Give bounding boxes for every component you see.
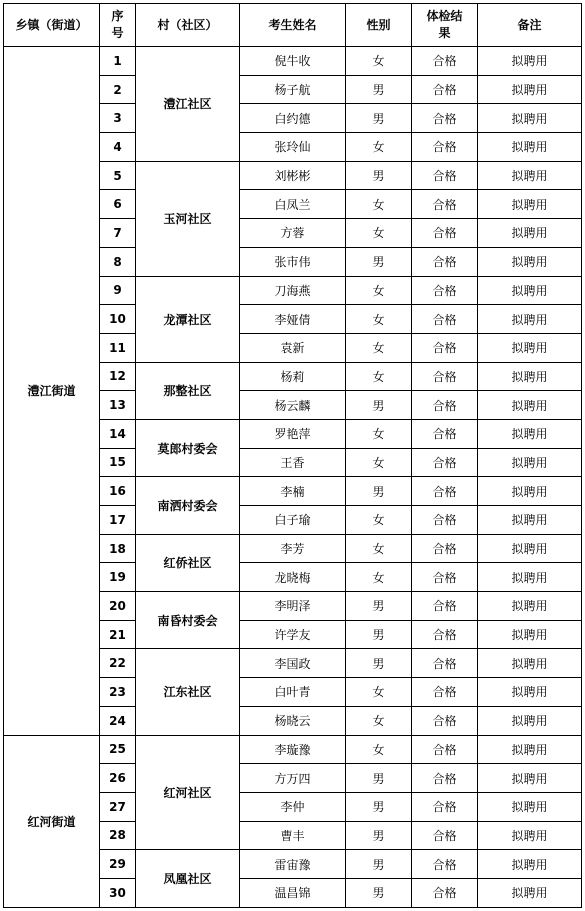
note-cell: 拟聘用: [478, 190, 582, 219]
village-cell: 凤凰社区: [136, 850, 240, 907]
name-cell: 杨云麟: [240, 391, 346, 420]
note-cell: 拟聘用: [478, 706, 582, 735]
seq-cell: 4: [100, 133, 136, 162]
note-cell: 拟聘用: [478, 821, 582, 850]
seq-cell: 6: [100, 190, 136, 219]
result-cell: 合格: [412, 534, 478, 563]
result-cell: 合格: [412, 104, 478, 133]
note-cell: 拟聘用: [478, 161, 582, 190]
name-cell: 白子瑜: [240, 506, 346, 535]
name-cell: 罗艳萍: [240, 419, 346, 448]
name-cell: 方蓉: [240, 219, 346, 248]
seq-cell: 17: [100, 506, 136, 535]
gender-cell: 女: [346, 419, 412, 448]
name-cell: 白凤兰: [240, 190, 346, 219]
seq-cell: 10: [100, 305, 136, 334]
note-cell: 拟聘用: [478, 649, 582, 678]
name-cell: 王香: [240, 448, 346, 477]
note-cell: 拟聘用: [478, 276, 582, 305]
result-cell: 合格: [412, 620, 478, 649]
result-cell: 合格: [412, 333, 478, 362]
note-cell: 拟聘用: [478, 47, 582, 76]
result-cell: 合格: [412, 678, 478, 707]
note-cell: 拟聘用: [478, 620, 582, 649]
note-cell: 拟聘用: [478, 448, 582, 477]
gender-cell: 男: [346, 878, 412, 907]
name-cell: 李楠: [240, 477, 346, 506]
name-cell: 刀海燕: [240, 276, 346, 305]
result-cell: 合格: [412, 419, 478, 448]
seq-cell: 8: [100, 247, 136, 276]
note-cell: 拟聘用: [478, 592, 582, 621]
header-town: 乡镇（街道）: [4, 4, 100, 47]
seq-cell: 20: [100, 592, 136, 621]
name-cell: 温昌锦: [240, 878, 346, 907]
note-cell: 拟聘用: [478, 534, 582, 563]
name-cell: 雷宙豫: [240, 850, 346, 879]
village-cell: 澧江社区: [136, 47, 240, 162]
gender-cell: 男: [346, 592, 412, 621]
seq-cell: 12: [100, 362, 136, 391]
note-cell: 拟聘用: [478, 305, 582, 334]
header-name: 考生姓名: [240, 4, 346, 47]
result-cell: 合格: [412, 362, 478, 391]
seq-cell: 18: [100, 534, 136, 563]
gender-cell: 男: [346, 75, 412, 104]
result-cell: 合格: [412, 764, 478, 793]
town-cell: 红河街道: [4, 735, 100, 907]
note-cell: 拟聘用: [478, 362, 582, 391]
result-cell: 合格: [412, 563, 478, 592]
gender-cell: 女: [346, 305, 412, 334]
header-village: 村（社区）: [136, 4, 240, 47]
gender-cell: 男: [346, 821, 412, 850]
town-cell: 澧江街道: [4, 47, 100, 736]
gender-cell: 女: [346, 333, 412, 362]
note-cell: 拟聘用: [478, 104, 582, 133]
result-cell: 合格: [412, 792, 478, 821]
name-cell: 李璇豫: [240, 735, 346, 764]
gender-cell: 女: [346, 276, 412, 305]
seq-cell: 26: [100, 764, 136, 793]
result-cell: 合格: [412, 305, 478, 334]
note-cell: 拟聘用: [478, 477, 582, 506]
seq-cell: 21: [100, 620, 136, 649]
seq-cell: 16: [100, 477, 136, 506]
result-cell: 合格: [412, 592, 478, 621]
header-seq: 序号: [100, 4, 136, 47]
seq-cell: 29: [100, 850, 136, 879]
gender-cell: 女: [346, 678, 412, 707]
gender-cell: 女: [346, 506, 412, 535]
seq-cell: 13: [100, 391, 136, 420]
note-cell: 拟聘用: [478, 764, 582, 793]
name-cell: 曹丰: [240, 821, 346, 850]
seq-cell: 11: [100, 333, 136, 362]
result-cell: 合格: [412, 276, 478, 305]
note-cell: 拟聘用: [478, 219, 582, 248]
candidate-table: [3, 3, 582, 908]
header-result: 体检结果: [412, 4, 478, 47]
result-cell: 合格: [412, 878, 478, 907]
result-cell: 合格: [412, 247, 478, 276]
note-cell: 拟聘用: [478, 419, 582, 448]
seq-cell: 7: [100, 219, 136, 248]
name-cell: 张玲仙: [240, 133, 346, 162]
gender-cell: 男: [346, 477, 412, 506]
note-cell: 拟聘用: [478, 247, 582, 276]
village-cell: 那整社区: [136, 362, 240, 419]
name-cell: 袁新: [240, 333, 346, 362]
village-cell: 南昏村委会: [136, 592, 240, 649]
gender-cell: 女: [346, 362, 412, 391]
result-cell: 合格: [412, 448, 478, 477]
note-cell: 拟聘用: [478, 792, 582, 821]
seq-cell: 5: [100, 161, 136, 190]
name-cell: 杨子航: [240, 75, 346, 104]
name-cell: 杨晓云: [240, 706, 346, 735]
result-cell: 合格: [412, 706, 478, 735]
note-cell: 拟聘用: [478, 878, 582, 907]
name-cell: 张市伟: [240, 247, 346, 276]
name-cell: 倪牛收: [240, 47, 346, 76]
seq-cell: 27: [100, 792, 136, 821]
name-cell: 许学友: [240, 620, 346, 649]
gender-cell: 男: [346, 391, 412, 420]
village-cell: 红侨社区: [136, 534, 240, 591]
seq-cell: 22: [100, 649, 136, 678]
note-cell: 拟聘用: [478, 735, 582, 764]
name-cell: 李芳: [240, 534, 346, 563]
seq-cell: 30: [100, 878, 136, 907]
gender-cell: 男: [346, 850, 412, 879]
header-row: [4, 4, 582, 47]
seq-cell: 23: [100, 678, 136, 707]
table-body: [4, 47, 582, 908]
table-row: [4, 735, 582, 764]
gender-cell: 女: [346, 190, 412, 219]
gender-cell: 女: [346, 133, 412, 162]
result-cell: 合格: [412, 161, 478, 190]
seq-cell: 28: [100, 821, 136, 850]
name-cell: 方万四: [240, 764, 346, 793]
seq-cell: 19: [100, 563, 136, 592]
name-cell: 刘彬彬: [240, 161, 346, 190]
note-cell: 拟聘用: [478, 563, 582, 592]
note-cell: 拟聘用: [478, 133, 582, 162]
name-cell: 李娅倩: [240, 305, 346, 334]
gender-cell: 女: [346, 706, 412, 735]
seq-cell: 1: [100, 47, 136, 76]
header-gender: 性别: [346, 4, 412, 47]
gender-cell: 男: [346, 620, 412, 649]
gender-cell: 女: [346, 735, 412, 764]
result-cell: 合格: [412, 477, 478, 506]
gender-cell: 男: [346, 247, 412, 276]
note-cell: 拟聘用: [478, 850, 582, 879]
name-cell: 杨莉: [240, 362, 346, 391]
gender-cell: 男: [346, 161, 412, 190]
name-cell: 白约德: [240, 104, 346, 133]
result-cell: 合格: [412, 47, 478, 76]
seq-cell: 3: [100, 104, 136, 133]
village-cell: 江东社区: [136, 649, 240, 735]
result-cell: 合格: [412, 219, 478, 248]
gender-cell: 女: [346, 448, 412, 477]
gender-cell: 男: [346, 792, 412, 821]
table-row: [4, 47, 582, 76]
result-cell: 合格: [412, 133, 478, 162]
note-cell: 拟聘用: [478, 75, 582, 104]
result-cell: 合格: [412, 821, 478, 850]
result-cell: 合格: [412, 850, 478, 879]
name-cell: 白叶青: [240, 678, 346, 707]
note-cell: 拟聘用: [478, 333, 582, 362]
result-cell: 合格: [412, 649, 478, 678]
village-cell: 莫郎村委会: [136, 419, 240, 476]
gender-cell: 男: [346, 104, 412, 133]
seq-cell: 9: [100, 276, 136, 305]
note-cell: 拟聘用: [478, 678, 582, 707]
gender-cell: 男: [346, 764, 412, 793]
gender-cell: 女: [346, 563, 412, 592]
result-cell: 合格: [412, 75, 478, 104]
village-cell: 玉河社区: [136, 161, 240, 276]
gender-cell: 女: [346, 47, 412, 76]
note-cell: 拟聘用: [478, 506, 582, 535]
name-cell: 李明泽: [240, 592, 346, 621]
village-cell: 红河社区: [136, 735, 240, 850]
seq-cell: 14: [100, 419, 136, 448]
seq-cell: 2: [100, 75, 136, 104]
name-cell: 李国政: [240, 649, 346, 678]
result-cell: 合格: [412, 506, 478, 535]
gender-cell: 女: [346, 219, 412, 248]
village-cell: 南洒村委会: [136, 477, 240, 534]
header-note: 备注: [478, 4, 582, 47]
result-cell: 合格: [412, 190, 478, 219]
seq-cell: 15: [100, 448, 136, 477]
gender-cell: 女: [346, 534, 412, 563]
name-cell: 李仲: [240, 792, 346, 821]
gender-cell: 男: [346, 649, 412, 678]
result-cell: 合格: [412, 735, 478, 764]
village-cell: 龙潭社区: [136, 276, 240, 362]
seq-cell: 24: [100, 706, 136, 735]
note-cell: 拟聘用: [478, 391, 582, 420]
seq-cell: 25: [100, 735, 136, 764]
name-cell: 龙晓梅: [240, 563, 346, 592]
result-cell: 合格: [412, 391, 478, 420]
